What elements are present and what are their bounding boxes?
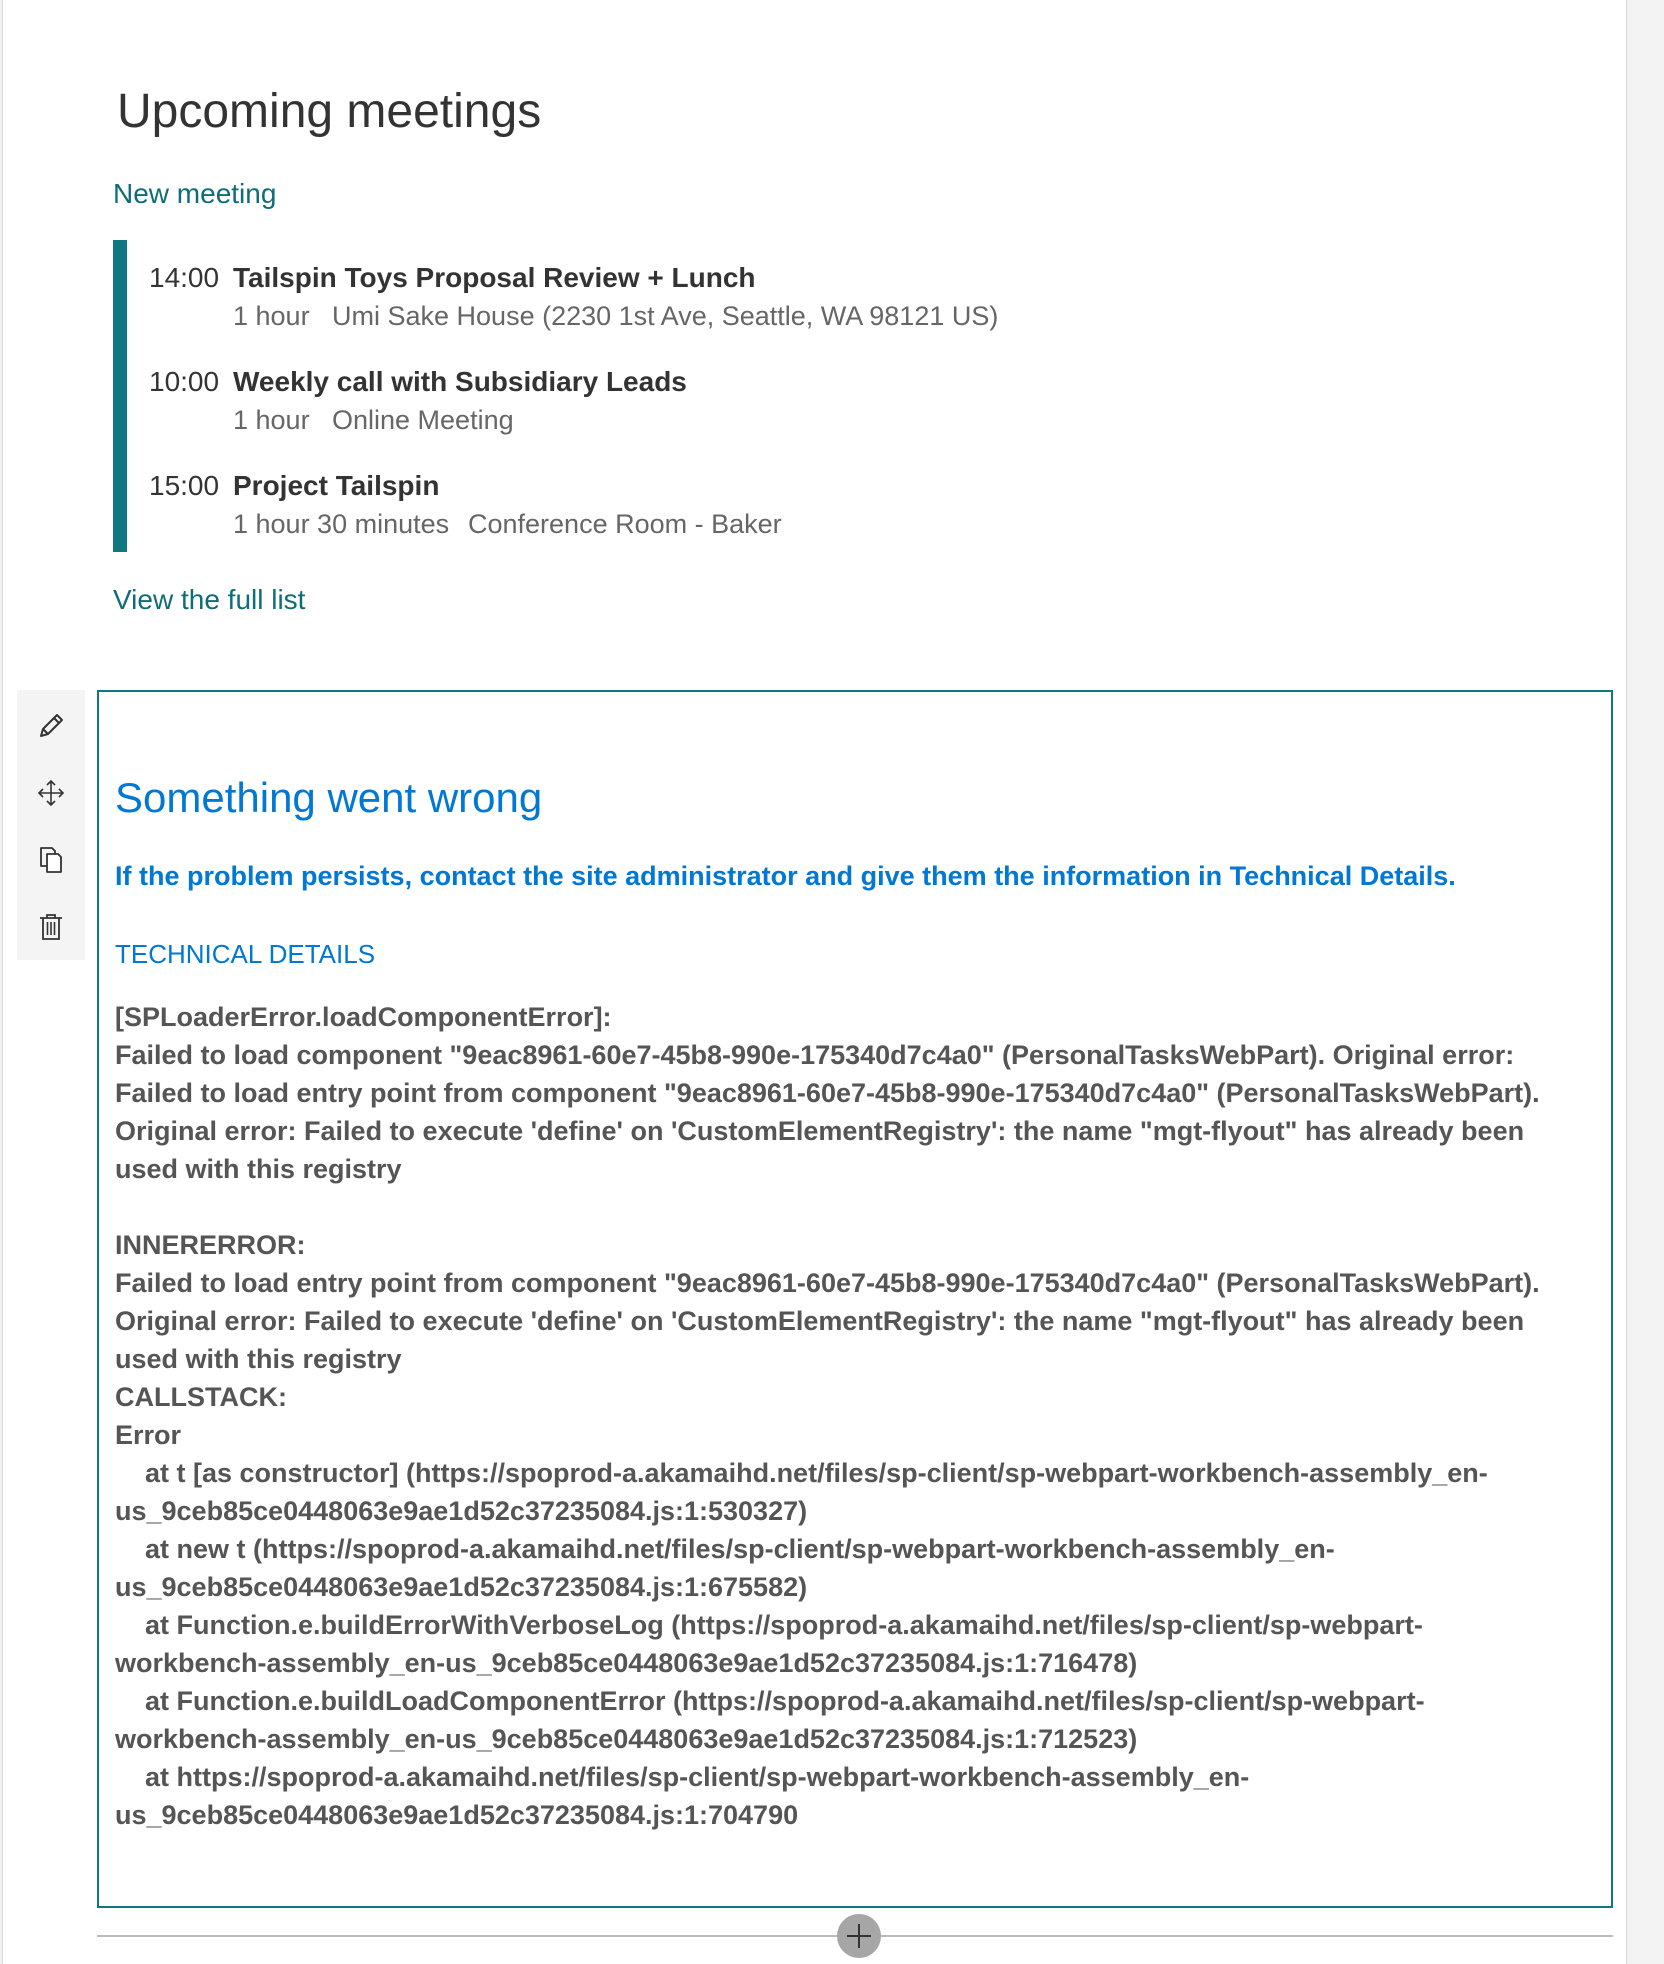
technical-details-line: Original error: Failed to execute 'define' on 'CustomElementRegistry': the name "mgt-flyout" has already been bbox=[115, 1116, 1525, 1146]
meeting-time: 10:00 bbox=[149, 366, 220, 397]
technical-details-line bbox=[115, 1188, 1585, 1226]
meeting-subject: Tailspin Toys Proposal Review + Lunch bbox=[233, 262, 756, 293]
technical-details-line: workbench-assembly_en-us_9ceb85ce0448063e9ae1d52c37235084.js:1:712523) bbox=[115, 1724, 1138, 1754]
meeting-subject: Project Tailspin bbox=[233, 470, 440, 501]
technical-details-line: us_9ceb85ce0448063e9ae1d52c37235084.js:1:530327) bbox=[115, 1496, 808, 1526]
meetings-title: Upcoming meetings bbox=[117, 85, 542, 138]
new-meeting-link[interactable]: New meeting bbox=[113, 178, 277, 209]
delete-icon bbox=[35, 911, 67, 943]
technical-details-line: [SPLoaderError.loadComponentError]: bbox=[115, 1002, 612, 1032]
plus-icon bbox=[844, 1921, 874, 1951]
technical-details-line: used with this registry bbox=[115, 1344, 402, 1374]
edit-icon bbox=[35, 710, 67, 742]
technical-details-line: Failed to load entry point from component "9eac8961-60e7-45b8-990e-175340d7c4a0" (PersonalTasksWebPart). bbox=[115, 1268, 1540, 1298]
duplicate-webpart-button[interactable] bbox=[17, 828, 85, 892]
meeting-list bbox=[113, 240, 1327, 552]
edit-webpart-button[interactable] bbox=[17, 694, 85, 758]
technical-details-line: CALLSTACK: bbox=[115, 1382, 287, 1412]
meeting-duration: 1 hour 30 minutes bbox=[233, 509, 450, 539]
technical-details-line: Failed to load component "9eac8961-60e7-45b8-990e-175340d7c4a0" (PersonalTasksWebPart). Original error: bbox=[115, 1040, 1515, 1070]
move-webpart-button[interactable] bbox=[17, 761, 85, 825]
technical-details-line: at t [as constructor] (https://spoprod-a.akamaihd.net/files/sp-client/sp-webpart-workbench-assembly_en- bbox=[115, 1458, 1488, 1488]
meeting-duration: 1 hour bbox=[233, 405, 310, 435]
workbench-canvas bbox=[2, 0, 1627, 1964]
view-full-list-link[interactable]: View the full list bbox=[113, 584, 306, 615]
technical-details-line: at Function.e.buildLoadComponentError (https://spoprod-a.akamaihd.net/files/sp-client/sp-webpart- bbox=[115, 1686, 1425, 1716]
technical-details-line: Failed to load entry point from component "9eac8961-60e7-45b8-990e-175340d7c4a0" (PersonalTasksWebPart). bbox=[115, 1078, 1540, 1108]
meeting-location: Conference Room - Baker bbox=[468, 509, 782, 539]
meeting-item[interactable] bbox=[127, 364, 1307, 454]
duplicate-icon bbox=[35, 844, 67, 876]
technical-details-line: workbench-assembly_en-us_9ceb85ce0448063e9ae1d52c37235084.js:1:716478) bbox=[115, 1648, 1138, 1678]
delete-webpart-button[interactable] bbox=[17, 895, 85, 959]
webpart-toolbar bbox=[17, 690, 85, 960]
meeting-time: 15:00 bbox=[149, 470, 220, 501]
error-title: Something went wrong bbox=[115, 774, 543, 821]
technical-details-body bbox=[115, 998, 1585, 1834]
technical-details-line: used with this registry bbox=[115, 1154, 402, 1184]
technical-details-line: Original error: Failed to execute 'define' on 'CustomElementRegistry': the name "mgt-flyout" has already been bbox=[115, 1306, 1525, 1336]
error-webpart[interactable] bbox=[97, 690, 1613, 1908]
meeting-item[interactable] bbox=[127, 468, 1307, 558]
meeting-subject: Weekly call with Subsidiary Leads bbox=[233, 366, 687, 397]
meeting-location: Online Meeting bbox=[332, 405, 514, 435]
add-webpart-button[interactable] bbox=[837, 1914, 881, 1958]
technical-details-line: INNERERROR: bbox=[115, 1230, 306, 1260]
error-hint: If the problem persists, contact the site administrator and give them the information in Technical Details. bbox=[115, 861, 1456, 891]
technical-details-line: at new t (https://spoprod-a.akamaihd.net/files/sp-client/sp-webpart-workbench-assembly_en- bbox=[115, 1534, 1335, 1564]
technical-details-line: at https://spoprod-a.akamaihd.net/files/sp-client/sp-webpart-workbench-assembly_en- bbox=[115, 1762, 1250, 1792]
technical-details-line: us_9ceb85ce0448063e9ae1d52c37235084.js:1:704790 bbox=[115, 1800, 799, 1830]
technical-details-label: TECHNICAL DETAILS bbox=[115, 939, 376, 969]
move-icon bbox=[35, 777, 67, 809]
technical-details-line: at Function.e.buildErrorWithVerboseLog (https://spoprod-a.akamaihd.net/files/sp-client/sp-webpart- bbox=[115, 1610, 1423, 1640]
meeting-item[interactable] bbox=[127, 260, 1307, 350]
meeting-location: Umi Sake House (2230 1st Ave, Seattle, WA 98121 US) bbox=[332, 301, 999, 331]
meeting-duration: 1 hour bbox=[233, 301, 310, 331]
technical-details-line: us_9ceb85ce0448063e9ae1d52c37235084.js:1:675582) bbox=[115, 1572, 808, 1602]
meeting-time: 14:00 bbox=[149, 262, 220, 293]
technical-details-line: Error bbox=[115, 1420, 182, 1450]
